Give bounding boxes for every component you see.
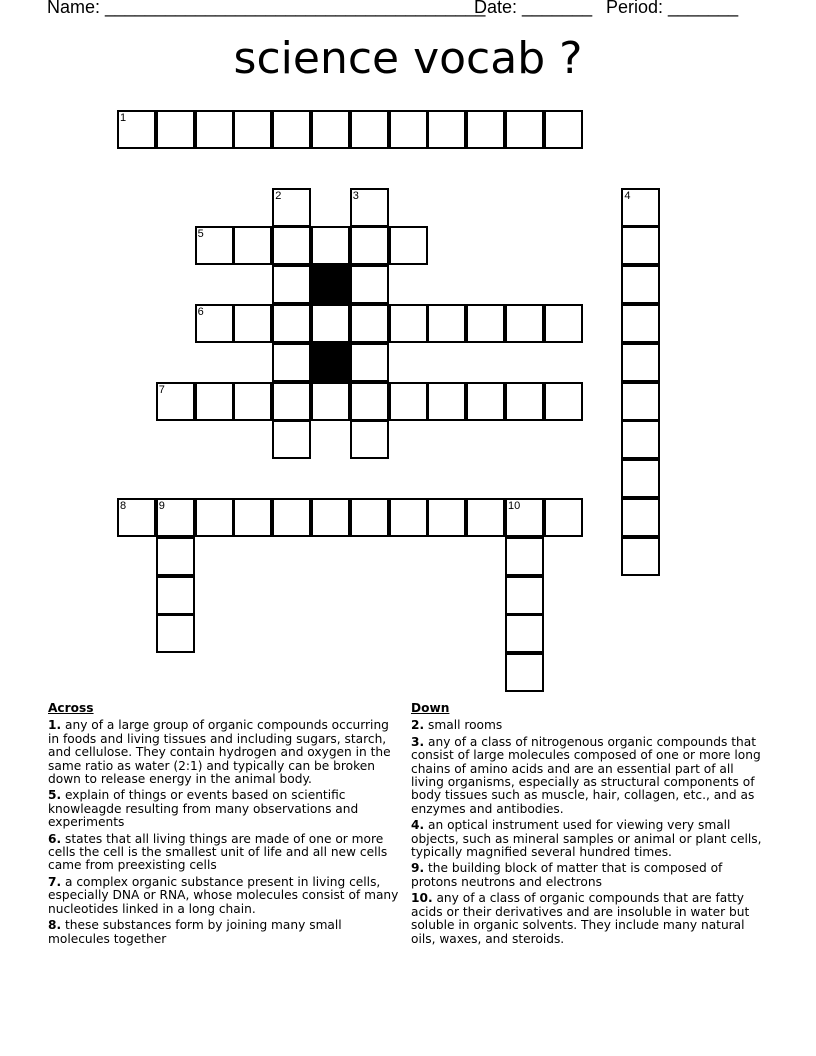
- grid-cell[interactable]: [350, 382, 389, 421]
- clue-number: 3: [352, 189, 359, 202]
- grid-cell[interactable]: [272, 226, 311, 265]
- grid-cell[interactable]: [427, 382, 466, 421]
- grid-cell[interactable]: [350, 420, 389, 459]
- clue-text: an optical instrument used for viewing very small objects, such as mineral samples or animal or plant cells, typically magnified several hundred times.: [411, 818, 762, 860]
- black-cell: [311, 343, 350, 382]
- clue-number: 5: [197, 228, 204, 241]
- grid-cell[interactable]: [156, 110, 195, 149]
- grid-cell[interactable]: [311, 498, 350, 537]
- grid-cell[interactable]: [621, 382, 660, 421]
- grid-cell[interactable]: [350, 498, 389, 537]
- across-clue: [48, 789, 403, 829]
- grid-cell[interactable]: [272, 110, 311, 149]
- grid-cell[interactable]: [311, 304, 350, 343]
- grid-cell[interactable]: [427, 304, 466, 343]
- clue-text: any of a class of organic compounds that are fatty acids or their derivatives and are insoluble in water but soluble in organic solvents. They include many natural oils, waxes, and steroids.: [411, 891, 750, 946]
- grid-cell[interactable]: [311, 382, 350, 421]
- grid-cell[interactable]: [544, 498, 583, 537]
- grid-cell[interactable]: [272, 343, 311, 382]
- clue-number: 6.: [48, 831, 62, 846]
- grid-cell[interactable]: [621, 498, 660, 537]
- grid-cell[interactable]: [505, 653, 544, 692]
- down-heading: Down: [411, 701, 450, 715]
- grid-cell[interactable]: [195, 304, 234, 343]
- clue-number: 7.: [48, 874, 62, 889]
- grid-cell[interactable]: [621, 459, 660, 498]
- grid-cell[interactable]: [466, 498, 505, 537]
- clue-number: 2.: [411, 718, 425, 733]
- grid-cell[interactable]: [466, 382, 505, 421]
- grid-cell[interactable]: [350, 304, 389, 343]
- down-clue: [411, 736, 766, 816]
- clue-text: these substances form by joining many small molecules together: [48, 918, 342, 946]
- clue-number: 3.: [411, 734, 425, 749]
- period-field-label: Period: _______: [606, 0, 739, 17]
- clue-number: 1: [120, 112, 127, 124]
- grid-cell[interactable]: [621, 343, 660, 382]
- grid-cell[interactable]: [233, 382, 272, 421]
- clue-number: 7: [158, 383, 165, 396]
- grid-cell[interactable]: [350, 188, 389, 227]
- grid-cell[interactable]: [389, 110, 428, 149]
- grid-cell[interactable]: [272, 188, 311, 227]
- grid-cell[interactable]: [272, 382, 311, 421]
- grid-cell[interactable]: [117, 110, 156, 149]
- grid-cell[interactable]: [427, 110, 466, 149]
- grid-cell[interactable]: [427, 498, 466, 537]
- grid-cell[interactable]: [505, 304, 544, 343]
- grid-cell[interactable]: [350, 110, 389, 149]
- across-clues: [48, 702, 403, 949]
- grid-cell[interactable]: [311, 110, 350, 149]
- grid-cell[interactable]: [272, 265, 311, 304]
- grid-cell[interactable]: [389, 382, 428, 421]
- across-clue: [48, 919, 403, 946]
- clue-number: 10: [508, 500, 521, 512]
- grid-cell[interactable]: [466, 304, 505, 343]
- grid-cell[interactable]: [233, 304, 272, 343]
- clue-number: 5.: [48, 788, 62, 803]
- grid-cell[interactable]: [272, 498, 311, 537]
- black-cell: [311, 265, 350, 304]
- across-clue: [48, 719, 403, 786]
- grid-cell[interactable]: [195, 110, 234, 149]
- grid-cell[interactable]: [621, 420, 660, 459]
- grid-cell[interactable]: [389, 226, 428, 265]
- clue-number: 9.: [411, 861, 425, 876]
- grid-cell[interactable]: [156, 576, 195, 615]
- clue-number: 9: [158, 500, 165, 512]
- grid-cell[interactable]: [544, 110, 583, 149]
- grid-cell[interactable]: [272, 420, 311, 459]
- clue-text: explain of things or events based on scientific knowleagde resulting from many observations and experiments: [48, 788, 359, 830]
- grid-cell[interactable]: [156, 498, 195, 537]
- grid-cell[interactable]: [233, 226, 272, 265]
- date-field-label: Date: _______: [474, 0, 593, 17]
- grid-cell[interactable]: [505, 537, 544, 576]
- grid-cell[interactable]: [311, 226, 350, 265]
- grid-cell[interactable]: [544, 304, 583, 343]
- grid-cell[interactable]: [505, 110, 544, 149]
- across-heading: Across: [48, 701, 94, 715]
- clue-text: a complex organic substance present in living cells, especially DNA or RNA, whose molecules consist of many nucleotides linked in a long chain.: [48, 874, 399, 916]
- clue-text: small rooms: [424, 718, 503, 733]
- down-clue: [411, 819, 766, 859]
- grid-cell[interactable]: [233, 498, 272, 537]
- grid-cell[interactable]: [117, 498, 156, 537]
- grid-cell[interactable]: [389, 498, 428, 537]
- grid-cell[interactable]: [233, 110, 272, 149]
- grid-cell[interactable]: [195, 498, 234, 537]
- grid-cell[interactable]: [389, 304, 428, 343]
- grid-cell[interactable]: [195, 226, 234, 265]
- grid-cell[interactable]: [466, 110, 505, 149]
- grid-cell[interactable]: [350, 226, 389, 265]
- clue-number: 4.: [411, 818, 425, 833]
- across-clue: [48, 833, 403, 873]
- grid-cell[interactable]: [350, 343, 389, 382]
- grid-cell[interactable]: [621, 304, 660, 343]
- clue-number: 10.: [411, 891, 433, 906]
- name-field-label: Name: ______________________________________: [47, 0, 486, 17]
- grid-cell[interactable]: [350, 265, 389, 304]
- clue-text: any of a large group of organic compounds occurring in foods and living tissues and including sugars, starch, and cellulose. They contain hydrogen and oxygen in the same ratio as water (2:1) and typically can be broken down to release energy in the animal body.: [48, 718, 391, 787]
- grid-cell[interactable]: [195, 382, 234, 421]
- grid-cell[interactable]: [621, 188, 660, 227]
- grid-cell[interactable]: [505, 498, 544, 537]
- grid-cell[interactable]: [544, 382, 583, 421]
- across-clue: [48, 876, 403, 916]
- clue-number: 8.: [48, 918, 62, 933]
- clue-text: the building block of matter that is composed of protons neutrons and electrons: [411, 861, 723, 889]
- down-clue: [411, 719, 766, 732]
- grid-cell[interactable]: [505, 576, 544, 615]
- puzzle-title: science vocab ?: [233, 33, 583, 84]
- clue-number: 4: [624, 189, 631, 202]
- grid-cell[interactable]: [156, 614, 195, 653]
- grid-cell[interactable]: [621, 265, 660, 304]
- down-clues: [411, 702, 766, 949]
- grid-cell[interactable]: [505, 382, 544, 421]
- grid-cell[interactable]: [156, 382, 195, 421]
- grid-cell[interactable]: [505, 614, 544, 653]
- clue-number: 1.: [48, 718, 62, 733]
- grid-cell[interactable]: [272, 304, 311, 343]
- clue-number: 8: [120, 500, 127, 512]
- grid-cell[interactable]: [156, 537, 195, 576]
- down-clue: [411, 892, 766, 946]
- clue-text: states that all living things are made of one or more cells the cell is the smallest unit of life and all new cells came from preexisting cells: [48, 831, 388, 873]
- clue-number: 2: [275, 189, 282, 202]
- clue-number: 6: [197, 306, 204, 318]
- down-clue: [411, 862, 766, 889]
- clue-text: any of a class of nitrogenous organic compounds that consist of large molecules composed of one or more long chains of amino acids and are an essential part of all living organisms, especially as structural components of body tissues such as muscle, hair, collagen, etc., and as enzymes and antibodies.: [411, 734, 761, 816]
- grid-cell[interactable]: [621, 226, 660, 265]
- grid-cell[interactable]: [621, 537, 660, 576]
